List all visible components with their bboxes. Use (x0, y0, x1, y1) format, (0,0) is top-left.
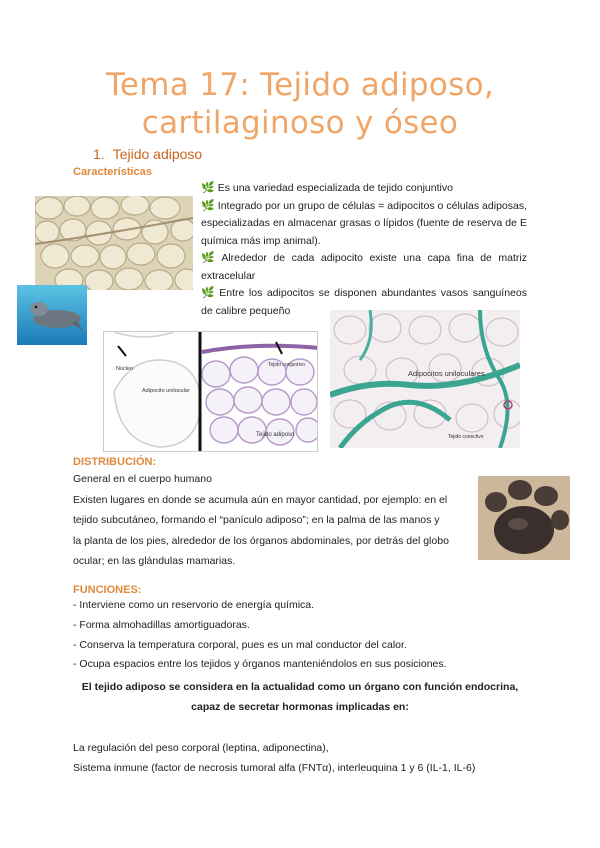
tejido-conectivo-label: Tejido conectivo (448, 434, 484, 440)
characteristics-list (201, 180, 527, 320)
stained-micrograph (330, 310, 520, 448)
section-heading (93, 146, 202, 162)
endocrine-statement: El tejido adiposo se considera en la actualidad como un órgano con función endocrina, capaz de secretar hormonas implicadas en: (81, 681, 519, 713)
bullet-item: 🌿 Entre los adipocitos se disponen abundantes vasos sanguíneos de calibre pequeño (201, 287, 527, 317)
nucleo-label: Núcleo (116, 366, 134, 372)
funciones-heading: FUNCIONES: (73, 584, 142, 596)
micrograph-adipose-svg (35, 196, 193, 290)
leaf-icon: 🌿 (201, 287, 217, 299)
adipocyte-diagram (103, 331, 318, 452)
list-item: - Forma almohadillas amortiguadoras. (73, 618, 250, 631)
list-item: - Interviene como un reservorio de energía química. (73, 599, 315, 611)
adipocitos-label: Adipocitos uniloculares (408, 369, 485, 378)
title-line-2: cartilaginoso y óseo (141, 105, 459, 141)
list-item: - Ocupa espacios entre los tejidos y órganos manteniéndolos en sus posiciones. (73, 658, 447, 671)
leaf-icon: 🌿 (201, 182, 215, 194)
page-title (0, 66, 600, 142)
bullet-item: 🌿 Integrado por un grupo de células = adipocitos o células adiposas, especializadas en almacenar grasas o lípidos (fuente de reserva de E química más imp animal). (201, 199, 528, 247)
bullet-item: 🌿 Alrededor de cada adipocito existe una capa fina de matriz extracelular (201, 252, 527, 282)
seal-photo-svg (17, 285, 87, 345)
section-number: 1. (93, 146, 105, 162)
caracteristicas-heading: Características (73, 166, 152, 178)
tejido-adiposo-label: Tejido adiposo (256, 432, 295, 438)
list-item: - Conserva la temperatura corporal, pues es un mal conductor del calor. (73, 638, 407, 651)
bullet-item: 🌿 Es una variedad especializada de tejido conjuntivo (201, 182, 453, 194)
title-line-1: Tema 17: Tejido adiposo, (105, 67, 495, 103)
funciones-list (73, 596, 447, 675)
paw-photo (478, 476, 570, 560)
micrograph-adipose-image (35, 196, 193, 290)
leaf-icon: 🌿 (201, 252, 219, 264)
leaf-icon: 🌿 (201, 199, 215, 212)
adipocito-label: Adipocito unilocular (142, 388, 190, 394)
paw-photo-svg (478, 476, 570, 560)
seal-photo (17, 285, 87, 345)
distribucion-text: General en el cuerpo humano Existen lugares en donde se acumula aún en mayor cantidad, por ejemplo: en el tejido subcutáneo, formando el “panículo adiposo”; en la palma de las manos y la planta de los pies, alrededor de los órganos abdominales, por detrás del globo ocular; en las glándulas mamarias. (73, 473, 449, 567)
stained-micrograph-svg (330, 310, 520, 448)
regulacion-text: La regulación del peso corporal (leptina, adiponectina), Sistema inmune (factor de necrosis tumoral alfa (FNTα), interleuquina 1 y 6 (IL-1, IL-6) (73, 742, 476, 774)
section-label: Tejido adiposo (112, 146, 203, 162)
tejido-conjuntivo-label: Tejido conjuntivo (268, 362, 305, 368)
distribucion-heading: DISTRIBUCIÓN: (73, 456, 157, 468)
adipocyte-diagram-svg (104, 332, 318, 452)
